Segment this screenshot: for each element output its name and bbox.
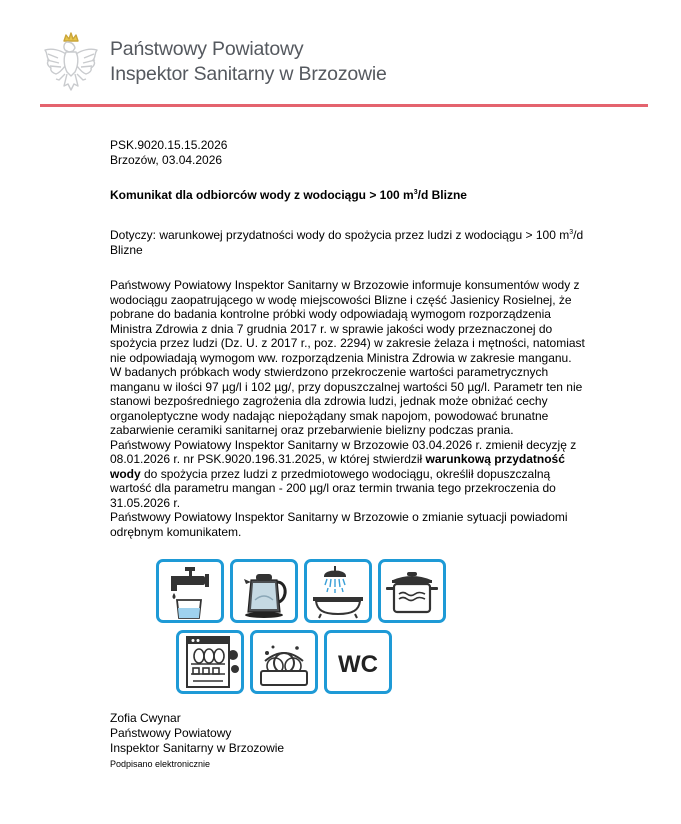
wc-icon	[324, 630, 392, 694]
signatory-name: Zofia Cwynar	[110, 711, 181, 725]
letterhead-divider	[40, 104, 648, 107]
subject-text: Dotyczy: warunkowej przydatności wody do spożycia przez ludzi z wodociągu > 100 m	[110, 228, 570, 242]
subject-line	[110, 226, 600, 257]
body-paragraph-3-bold: warunkową przydatność wody	[110, 452, 565, 481]
tap-glass-icon	[156, 559, 224, 623]
letterhead	[40, 30, 400, 102]
signatory-role-line2: Inspektor Sanitarny w Brzozowie	[110, 741, 285, 755]
subject-superscript: 3	[569, 229, 574, 236]
title-text-end: /d Blizne	[417, 188, 467, 202]
reference-block	[110, 138, 227, 167]
body-paragraph-2: W badanych próbkach wody stwierdzono przekroczenie wartości parametrycznych manganu w ilości 97 µg/l i 102 µg/, przy dopuszczalnej wartości 50 µg/l. Parametr ten nie stanowi bezpośredniego zagrożenia dla zdrowia ludzi, jednak może obniżać cechy organoleptyczne wody nadając niepożądany smak napojom, powodować brunatne zabarwienie ceramiki sanitarnej oraz przebarwienie bielizny podczas prania.	[110, 365, 583, 437]
white-eagle-emblem-icon	[40, 30, 102, 100]
wc-label: WC	[338, 651, 378, 678]
institution-name-line1: Państwowy Powiatowy	[110, 38, 304, 60]
kettle-icon	[230, 559, 298, 623]
body-paragraph-3-end: do spożycia przez ludzi z przedmiotowego wodociągu, określił dopuszczalną wartość dla parametru mangan - 200 µg/l oraz termin trwania tego przekroczenia do 31.05.2026 r.	[110, 466, 556, 510]
institution-name-line2: Inspektor Sanitarny w Brzozowie	[110, 63, 387, 85]
signature-block	[110, 711, 284, 770]
subject-text-line2: Blizne	[110, 242, 143, 257]
place-date: Brzozów, 03.04.2026	[110, 152, 223, 167]
e-signature-note: Podpisano elektronicznie	[110, 759, 211, 769]
shower-bathtub-icon	[304, 559, 372, 623]
title-text: Komunikat dla odbiorców wody z wodociągu > 100 m	[110, 188, 414, 202]
body-paragraph-3	[110, 438, 592, 511]
dishwasher-icon	[176, 630, 244, 694]
body-paragraph-3-start: Państwowy Powiatowy Inspektor Sanitarny w Brzozowie 03.04.2026 r. zmienił decyzję z 08.01.2026 r. nr PSK.9020.196.31.2025, w której stwierdził	[110, 437, 577, 466]
signatory-role-line1: Państwowy Powiatowy	[110, 726, 232, 740]
document-title	[110, 186, 467, 203]
cooking-pot-icon	[378, 559, 446, 623]
subject-text-end: /d	[573, 228, 584, 242]
announcement-body	[110, 278, 592, 539]
body-paragraph-1: Państwowy Powiatowy Inspektor Sanitarny w Brzozowie informuje konsumentów wody z wodociągu zaopatrującego w wodę miejscowości Blizne i część Jasienicy Rosielnej, że pobrane do badania kontrolne próbki wody odpowiadają wymogom rozporządzenia Ministra Zdrowia z dnia 7 grudnia 2017 r. w sprawie jakości wody przeznaczonej do spożycia przez ludzi (Dz. U. z 2017 r., poz. 2294) w zakresie żelaza i mętności, natomiast nie odpowiadają wymogom ww. rozporządzenia Ministra Zdrowia w zakresie manganu.	[110, 278, 585, 365]
title-superscript: 3	[413, 189, 418, 196]
reference-number: PSK.9020.15.15.2026	[110, 138, 228, 152]
wash-icon	[250, 630, 318, 694]
body-paragraph-4: Państwowy Powiatowy Inspektor Sanitarny w Brzozowie o zmianie sytuacji powiadomi odrębnym komunikatem.	[110, 510, 568, 539]
